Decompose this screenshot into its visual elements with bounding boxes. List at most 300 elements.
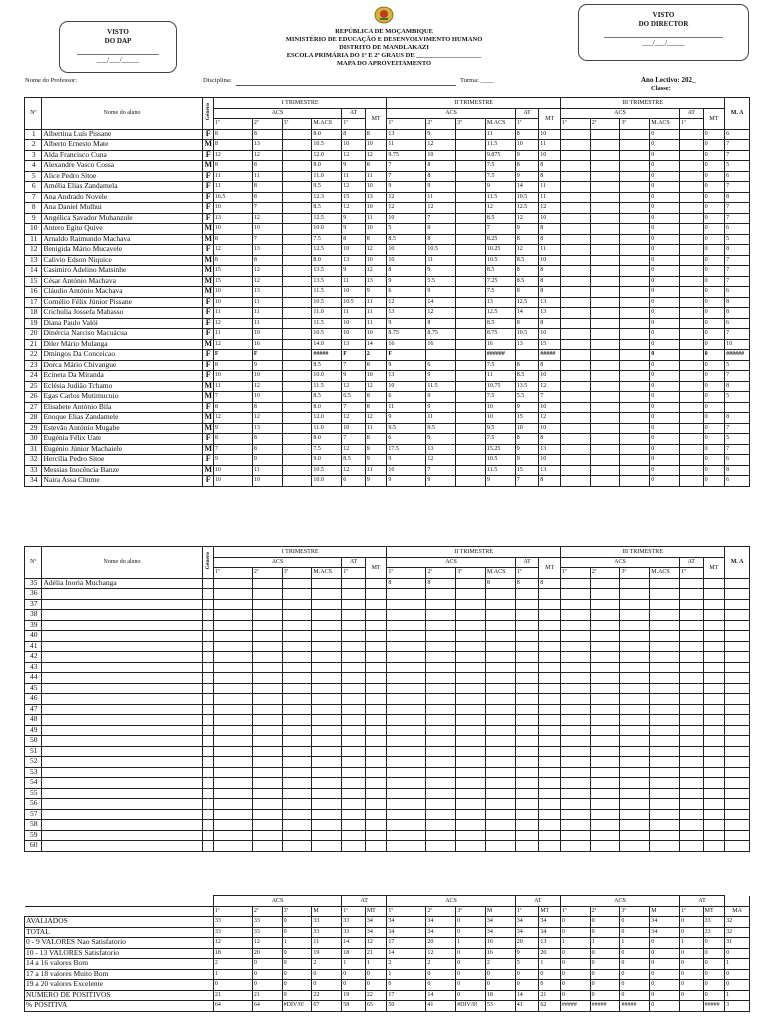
grade-cell [485,767,515,778]
summary-value: 0 [680,917,704,928]
student-gender: M [202,287,213,298]
grade-cell: 8 [213,140,252,151]
student-row [25,234,750,245]
grade-cell: 8 [213,234,252,245]
summary-value: 0 [560,927,590,938]
student-number: 47 [25,704,42,715]
grade-cell: 0 [703,329,725,340]
grade-cell [680,329,704,340]
grade-cell [342,736,366,747]
grade-cell: 8 [539,434,561,445]
header-gender-text: Género [204,552,211,570]
grade-cell: 10 [365,329,387,340]
grade-cell [560,161,590,172]
grade-cell: 12 [365,381,387,392]
grade-cell [590,308,620,319]
summary-row [25,927,750,938]
grade-cell [560,455,590,466]
summary-value: 1 [282,938,312,949]
grade-cell [252,694,282,705]
grade-cell [680,757,704,768]
grade-cell [282,465,312,476]
grade-cell [680,140,704,151]
student-number: 33 [25,465,42,476]
grade-cell [252,662,282,673]
student-number: 14 [25,266,42,277]
student-name: Hercília Pedro Sitoe [42,455,202,466]
grade-cell [252,778,282,789]
grade-cell [650,652,680,663]
grade-cell [680,381,704,392]
grade-cell [680,192,704,203]
summary-value: 58 [342,1001,366,1012]
grade-cell [560,809,590,820]
grade-cell: 0 [650,287,680,298]
summary-value: 1 [620,938,650,949]
grade-cell [365,620,387,631]
grade-cell [252,673,282,684]
header-macs: M.ACS [312,568,342,579]
student-number: 18 [25,308,42,319]
grade-cell [703,736,725,747]
grade-cell: 15 [213,276,252,287]
grade-cell [560,673,590,684]
grade-cell: 15 [213,266,252,277]
student-row [25,444,750,455]
grade-cell: 11 [365,308,387,319]
grade-cell: 8 [365,434,387,445]
grade-cell: 11 [539,182,561,193]
grade-cell [365,641,387,652]
student-name: Calivio Edson Niquice [42,255,202,266]
grade-cell: 12 [365,266,387,277]
grade-cell [620,631,650,642]
student-gender [202,767,213,778]
grade-cell [703,589,725,600]
header-mt: MT [703,557,725,578]
grade-cell [485,830,515,841]
grade-cell [312,631,342,642]
student-gender: F [202,297,213,308]
grade-cell [365,589,387,600]
summary-value: 2 [213,959,252,970]
grade-cell [342,830,366,841]
student-gender [202,610,213,621]
summary-row [25,969,750,980]
grade-cell [456,266,486,277]
grade-cell: 8 [387,578,426,589]
grade-cell: 10 [252,329,282,340]
grade-cell [312,599,342,610]
grade-cell [539,767,561,778]
student-number: 28 [25,413,42,424]
grade-cell [213,704,252,715]
grade-cell [590,589,620,600]
grade-cell [515,841,539,852]
grade-cell [365,746,387,757]
grade-cell [213,631,252,642]
grade-cell: 11 [365,213,387,224]
grade-cell: 8 [515,318,539,329]
grade-cell [620,371,650,382]
student-name: Alice Pedro Sitoe [42,171,202,182]
grade-cell: 8 [426,234,456,245]
grade-cell [620,434,650,445]
summary-value: 0 [539,969,561,980]
student-row [25,578,750,589]
grade-cell [680,476,704,487]
summary-value: 33 [312,927,342,938]
grade-cell [456,683,486,694]
student-number: 34 [25,476,42,487]
grade-cell: 12 [342,182,366,193]
grade-cell: 6 [342,476,366,487]
grade-cell: 8.5 [485,266,515,277]
student-number: 10 [25,224,42,235]
header-trimestre-3: III TRIMESTRE [560,98,724,109]
grade-cell: 10 [252,476,282,487]
grade-cell [365,652,387,663]
grade-cell [590,245,620,256]
disciplina-underline [236,85,456,86]
student-gender [202,820,213,831]
grade-cell [560,329,590,340]
grade-cell: 6 [387,434,426,445]
student-gender: F [202,318,213,329]
header-name: Nome do aluno [42,98,202,130]
grade-cell: 0 [650,213,680,224]
summary-value: 2 [426,959,456,970]
grade-cell: 10 [342,245,366,256]
grade-cell [426,589,456,600]
grade-cell: 12.5 [515,203,539,214]
grade-cell [426,757,456,768]
header-gender [202,98,213,130]
student-row [25,276,750,287]
summary-value: 0 [282,959,312,970]
grade-cell: 0 [703,171,725,182]
student-gender [202,736,213,747]
grade-cell [539,704,561,715]
grade-cell [456,620,486,631]
grade-cell [703,683,725,694]
summary-value: 1 [680,938,704,949]
grade-cell [312,704,342,715]
summary-value: 0 [365,980,387,991]
grade-cell [539,809,561,820]
grade-cell [342,662,366,673]
grade-cell [387,788,426,799]
grade-cell: 12 [365,150,387,161]
grade-cell: 7 [725,371,750,382]
header-num: Nº [25,547,42,579]
grade-cell: 7.5 [485,360,515,371]
grade-cell [620,683,650,694]
grade-cell: 8.75 [387,329,426,340]
summary-label: NUMERO DE POSITIVOS [25,990,214,1001]
grade-cell: 5.5 [426,276,456,287]
summary-value: 33 [342,927,366,938]
grade-cell [456,465,486,476]
student-number: 24 [25,371,42,382]
grade-cell [456,809,486,820]
student-name [42,610,202,621]
student-gender [202,673,213,684]
grade-cell: 8 [342,234,366,245]
grade-cell [456,192,486,203]
student-name: Ana Daniel Mulhui [42,203,202,214]
summary-value: 2 [312,959,342,970]
summary-value: 5 [515,959,539,970]
grade-cell: 12 [213,413,252,424]
grade-cell [282,371,312,382]
summary-value: 0 [590,990,620,1001]
summary-value: 0 [426,980,456,991]
grade-cell [680,413,704,424]
summary-label: 19 a 20 valores Excelente [25,980,214,991]
grade-cell [620,276,650,287]
grade-cell [560,610,590,621]
grade-cell [650,589,680,600]
grade-cell: 9.5 [387,423,426,434]
grade-cell: 8 [485,578,515,589]
summary-blank [725,896,750,907]
summary-value: 0 [650,969,680,980]
student-gender [202,830,213,841]
student-gender [202,631,213,642]
grade-cell: 10.25 [485,245,515,256]
grade-cell: 9 [485,182,515,193]
grade-cell [620,662,650,673]
summary-value: 0 [725,980,750,991]
grade-cell [680,360,704,371]
summary-value: 22 [312,990,342,1001]
student-gender: M [202,392,213,403]
grade-cell [485,746,515,757]
summary-value: 0 [426,969,456,980]
grade-cell [560,402,590,413]
summary-value: 12 [213,938,252,949]
grade-cell [515,767,539,778]
summary-value: 17 [387,990,426,1001]
grade-cell [680,465,704,476]
grade-cell: 6 [725,318,750,329]
grade-cell: 6 [725,171,750,182]
grade-cell [213,830,252,841]
summary-header-c1: 1ª [680,906,704,917]
student-name [42,589,202,600]
grade-cell [560,830,590,841]
summary-label: 10 - 13 VALORES Satisfatorio [25,948,214,959]
student-gender [202,841,213,852]
grade-cell [282,255,312,266]
summary-value: 34 [485,917,515,928]
grade-cell [680,841,704,852]
grade-cell: 0 [650,150,680,161]
grade-cell [680,150,704,161]
grade-cell: 13 [485,297,515,308]
grade-cell [680,631,704,642]
grade-cell [590,224,620,235]
grade-cell: 13 [539,297,561,308]
grade-cell: 0 [703,381,725,392]
student-name [42,830,202,841]
student-name [42,767,202,778]
grade-cell [590,203,620,214]
grade-cell: 0 [650,255,680,266]
header-num: Nº [25,98,42,130]
grade-cell [342,620,366,631]
student-row [25,683,750,694]
grade-cell: 0 [703,371,725,382]
grade-cell [620,413,650,424]
summary-header-c2: 2ª [252,906,282,917]
header-at1: 1ª [342,568,366,579]
grade-cell [485,631,515,642]
grade-cell: 10.5 [426,245,456,256]
student-name [42,778,202,789]
grade-cell: 9 [387,276,426,287]
summary-value: 0 [387,980,426,991]
summary-value: ##### [620,1001,650,1012]
header-acs: ACS [213,557,341,568]
grade-cell: 10.5 [312,140,342,151]
summary-value: 0 [456,959,486,970]
grade-cell: 10 [515,140,539,151]
grade-cell [213,778,252,789]
grade-cell: 14 [365,339,387,350]
student-number: 58 [25,820,42,831]
grade-cell: 6 [725,476,750,487]
grade-cell [620,444,650,455]
grade-cell: 7.5 [485,434,515,445]
grade-cell [680,673,704,684]
student-row [25,589,750,600]
grade-cell [282,287,312,298]
grade-cell: 9 [387,182,426,193]
grade-cell: 8 [515,266,539,277]
grade-cell [650,620,680,631]
grade-cell [456,820,486,831]
student-row [25,203,750,214]
grade-cell [282,599,312,610]
grade-cell: 10 [539,129,561,140]
grade-cell [650,778,680,789]
grade-cell [213,599,252,610]
grade-cell: 8 [426,318,456,329]
grade-cell: 9 [515,224,539,235]
grade-cell: 8 [426,171,456,182]
summary-value: 0 [650,938,680,949]
grade-cell: 11 [342,308,366,319]
grade-cell [456,276,486,287]
grade-cell [539,610,561,621]
grade-cell: 10 [365,255,387,266]
grade-cell: 10 [387,255,426,266]
grade-cell [560,444,590,455]
student-gender [202,589,213,600]
grade-cell: 11 [387,140,426,151]
grade-cell: 0 [650,339,680,350]
grade-cell [456,161,486,172]
grade-cell [620,652,650,663]
grade-cell [515,610,539,621]
grade-cell: 12 [387,192,426,203]
grade-cell [456,841,486,852]
grade-cell [365,820,387,831]
grade-cell: 13 [539,308,561,319]
grade-cell [515,746,539,757]
grade-cell: 9 [213,423,252,434]
grade-cell [590,213,620,224]
grade-cell [620,423,650,434]
grade-cell [456,308,486,319]
grade-cell [213,746,252,757]
grade-cell [590,392,620,403]
grade-cell [620,704,650,715]
grade-cell [620,402,650,413]
grade-cell [725,599,750,610]
grade-cell [539,641,561,652]
grade-cell [282,434,312,445]
grade-cell: ##### [539,350,561,361]
grade-cell [725,578,750,589]
grade-cell [365,610,387,621]
grade-cell [620,599,650,610]
summary-blank [25,906,214,917]
grade-cell [725,620,750,631]
student-name: Enoque Elias Zandamele [42,413,202,424]
grade-cell [252,610,282,621]
summary-value: 0 [282,927,312,938]
grade-cell: 16 [387,465,426,476]
grade-cell: 0 [703,476,725,487]
grade-cell: 0 [650,192,680,203]
grade-cell [725,715,750,726]
grade-cell [282,589,312,600]
summary-value: 12 [365,938,387,949]
summary-label: 17 a 18 valores Muito Bom [25,969,214,980]
student-row [25,736,750,747]
grade-cell [650,820,680,831]
grade-cell: 10 [515,423,539,434]
grade-cell [456,704,486,715]
summary-value: #DIV/0! [456,1001,486,1012]
student-gender: F [202,203,213,214]
grade-cell [456,245,486,256]
grade-cell [387,599,426,610]
student-number: 20 [25,329,42,340]
grade-cell: 11 [365,297,387,308]
grade-cell [282,746,312,757]
student-row [25,161,750,172]
grade-cell: 0 [650,444,680,455]
grade-cell [560,203,590,214]
grade-cell [456,150,486,161]
summary-value: 0 [282,980,312,991]
summary-value: 0 [703,948,725,959]
grade-cell [725,641,750,652]
grade-cell: 12 [387,203,426,214]
student-number: 27 [25,402,42,413]
grade-cell [590,465,620,476]
grade-cell [426,830,456,841]
header-c1: 1ª [387,119,426,130]
emblem-icon [374,6,394,24]
grade-cell [650,641,680,652]
grade-cell [515,725,539,736]
header-gender-text: Género [204,103,211,121]
